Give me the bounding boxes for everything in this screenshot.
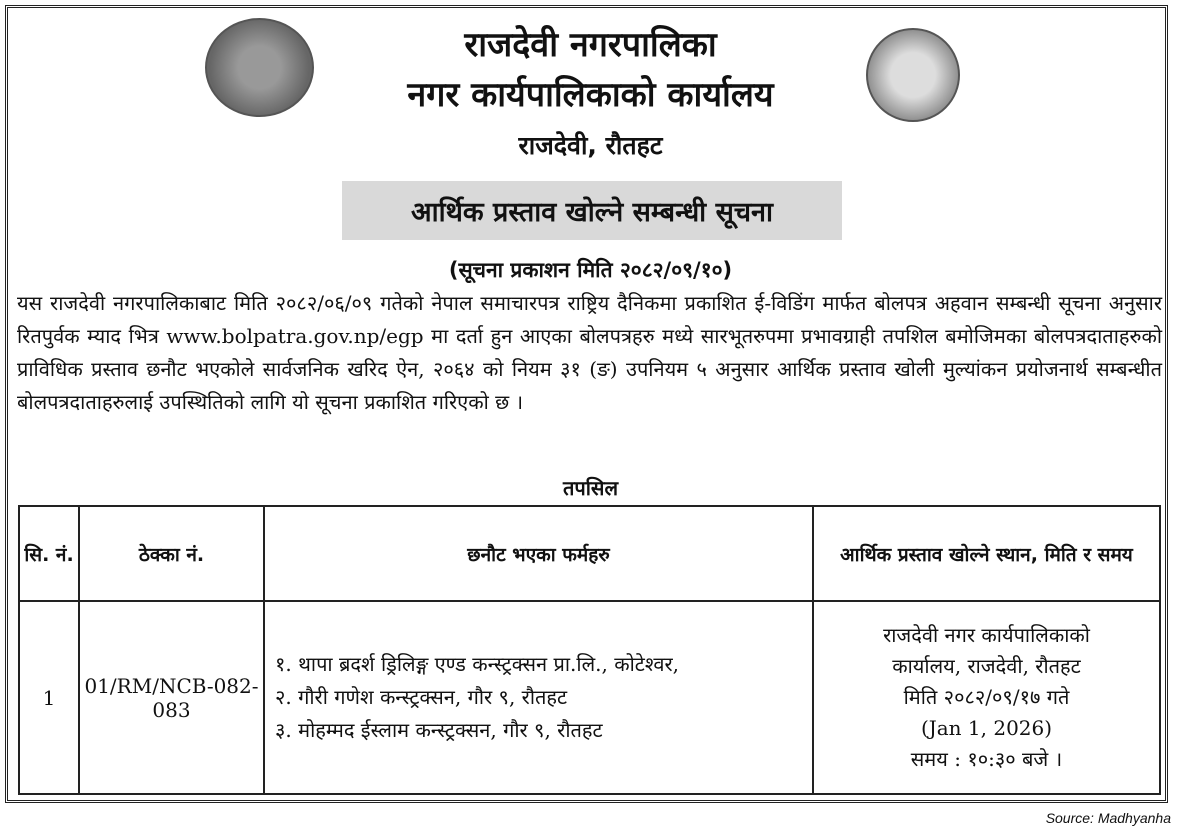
venue-date-ad: (Jan 1, 2026) (920, 716, 1053, 740)
office-name: नगर कार्यपालिकाको कार्यालय (407, 75, 774, 115)
firm-item: २. गौरी गणेश कन्स्ट्रक्सन, गौर ९, रौतहट (275, 685, 568, 709)
venue-time: समय : १०:३० बजे । (910, 747, 1063, 771)
schedule-heading: तपसिल (562, 476, 619, 500)
firm-item: ३. मोहम्मद ईस्लाम कन्स्ट्रक्सन, गौर ९, रौतहट (275, 718, 603, 742)
cell-sn: 1 (19, 601, 79, 794)
publish-date: (सूचना प्रकाशन मिति २०८२/०९/१०) (448, 258, 733, 282)
header-firms: छनौट भएका फर्महरु (264, 506, 813, 601)
cell-venue (813, 601, 1160, 794)
venue-date: मिति २०८२/०९/१७ गते (903, 685, 1070, 709)
municipality-name: राजदेवी नगरपालिका (464, 25, 717, 65)
venue-line: कार्यालय, राजदेवी, रौतहट (892, 654, 1081, 678)
header-venue: आर्थिक प्रस्ताव खोल्ने स्थान, मिति र समय (813, 506, 1160, 601)
bidders-table (18, 505, 1161, 795)
notice-body: यस राजदेवी नगरपालिकाबाट मिति २०८२/०६/०९ गतेको नेपाल समाचारपत्र राष्ट्रिय दैनिकमा प्रकाशित ई-विडिंग मार्फत बोलपत्र अहवान सम्बन्धी सूचना अनुसार रितपुर्वक म्याद भित्र www.bolpatra.gov.np/egp मा दर्ता हुन आएका बोलपत्रहरु मध्ये सारभूतरुपमा प्रभावग्राही तपशिल बमोजिमका बोलपत्रदाताहरुको प्राविधिक प्रस्ताव छनौट भएकोले सार्वजनिक खरिद ऐन, २०६४ को नियम ३१ (ङ) उपनियम ५ अनुसार आर्थिक प्रस्ताव खोली मुल्यांकन प्रयोजनार्थ सम्बन्धीत बोलपत्रदाताहरुलाई उपस्थितिको लागि यो सूचना प्रकाशित गरिएको छ । (17, 291, 1162, 414)
cell-firms (264, 601, 813, 794)
header-sn: सि. नं. (19, 506, 79, 601)
office-location: राजदेवी, रौतहट (518, 131, 663, 160)
header-contract: ठेक्का नं. (79, 506, 264, 601)
table-row (19, 601, 1160, 794)
cell-contract: 01/RM/NCB-082-083 (79, 601, 264, 794)
firm-item: १. थापा ब्रदर्श ड्रिलिङ्ग एण्ड कन्स्ट्रक्सन प्रा.लि., कोटेश्वर, (275, 652, 679, 676)
notice-title: आर्थिक प्रस्ताव खोल्ने सम्बन्धी सूचना (342, 181, 842, 240)
venue-line: राजदेवी नगर कार्यपालिकाको (883, 623, 1090, 647)
table-header-row (19, 506, 1160, 601)
source-credit: Source: Madhyanha (1045, 810, 1171, 826)
